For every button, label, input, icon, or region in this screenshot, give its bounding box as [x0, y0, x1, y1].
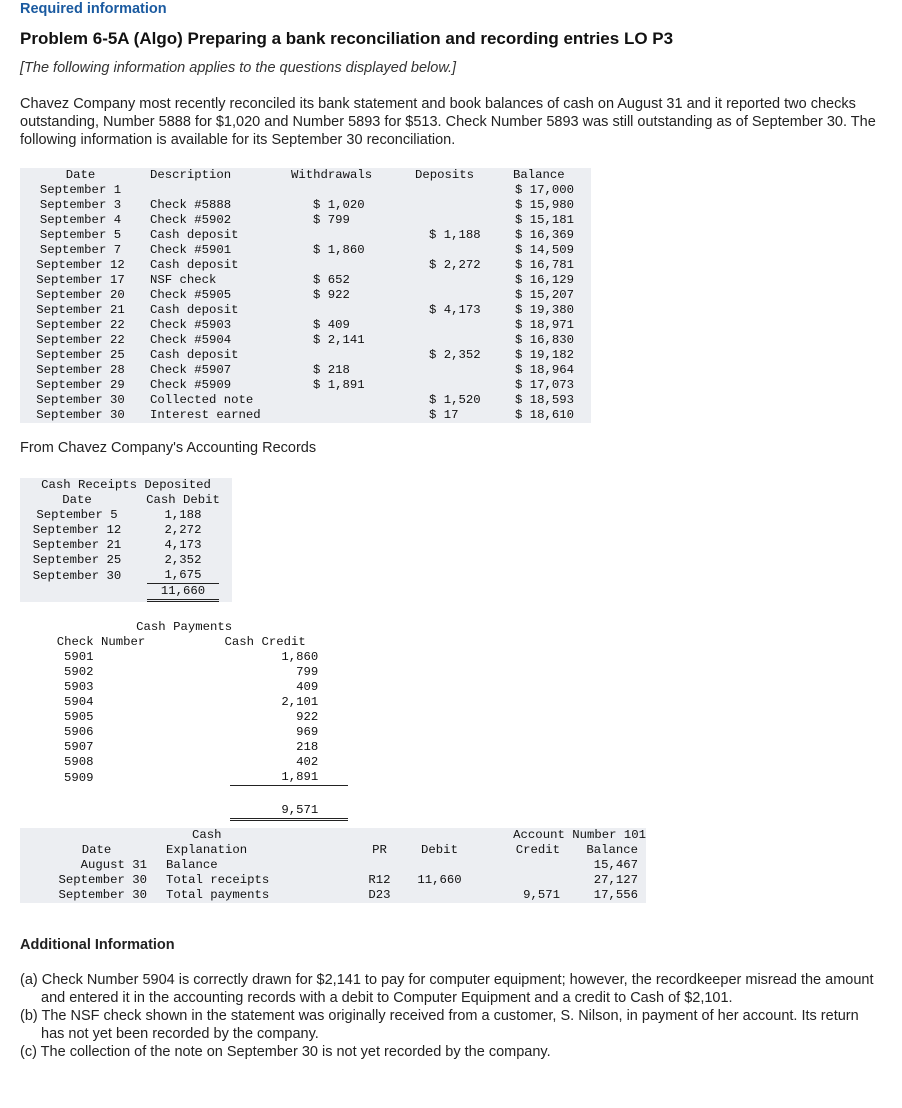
payment-amount: 218 [296, 740, 319, 754]
bank-withdrawal-cell: $ 1,860 [313, 243, 365, 257]
bank-statement-row [20, 393, 591, 408]
bank-withdrawal-cell: $ 409 [313, 318, 350, 332]
receipt-date-cell: September 21 [32, 538, 122, 552]
ledger-pr-cell: R12 [368, 873, 391, 887]
cash-payments-table [20, 620, 348, 836]
bank-date-cell: September 22 [36, 333, 125, 347]
bank-deposit-cell [411, 288, 505, 303]
bank-deposit-cell: $ 2,352 [429, 348, 481, 362]
bank-description-cell: Interest earned [150, 408, 261, 422]
cash-payment-row [20, 650, 348, 665]
bank-withdrawal-cell: $ 922 [313, 288, 350, 302]
ledger-debit-cell [407, 888, 472, 903]
payment-amount: 409 [296, 680, 319, 694]
bank-date-cell: September 4 [39, 213, 122, 227]
payment-amount-cell [182, 680, 348, 695]
bank-statement-row [20, 228, 591, 243]
cash-payment-row [20, 665, 348, 680]
ledger-balance-cell: 15,467 [593, 858, 638, 872]
ledger-col-pr: PR [372, 843, 387, 857]
bank-balance-cell: $ 15,207 [515, 288, 575, 302]
bank-deposit-cell: $ 1,188 [429, 228, 481, 242]
bank-statement-row [20, 333, 591, 348]
additional-info-item-b: (b) The NSF check shown in the statement was originally received from a customer, S. Nilson, in payment of her account. Its return has not yet been recorded by the company. [20, 1008, 859, 1042]
bank-withdrawal-cell: $ 652 [313, 273, 350, 287]
payment-amount: 922 [296, 710, 319, 724]
ledger-balance-cell: 27,127 [593, 873, 638, 887]
payment-amount-cell [182, 740, 348, 755]
bank-deposit-cell [411, 273, 505, 288]
bank-withdrawal-cell [287, 258, 411, 273]
bank-statement-header-row [20, 168, 591, 183]
additional-info-list [20, 971, 882, 1061]
cash-payment-row [20, 725, 348, 740]
cash-payment-row [20, 755, 348, 770]
bank-statement-row [20, 273, 591, 288]
ledger-credit-cell: 9,571 [523, 888, 560, 902]
bank-statement-row [20, 243, 591, 258]
bank-balance-cell: $ 15,181 [515, 213, 575, 227]
bank-withdrawal-cell [287, 228, 411, 243]
receipt-date-cell: September 25 [32, 553, 122, 567]
applies-note: [The following information applies to the questions displayed below.] [20, 60, 457, 76]
ledger-explanation-cell: Total payments [166, 888, 270, 902]
ledger-account-number: Account Number 101 [513, 828, 646, 842]
cash-payment-row [20, 695, 348, 710]
cash-receipts-header-row [20, 493, 232, 508]
cash-receipts-total-row [20, 584, 232, 602]
bank-col-description: Description [150, 168, 232, 182]
ledger-credit-cell [472, 858, 568, 873]
bank-col-date: Date [65, 168, 96, 182]
bank-description-cell: Check #5909 [150, 378, 232, 392]
ledger-account-title: Cash [192, 828, 222, 842]
payment-check-number-cell: 5907 [64, 740, 94, 754]
payment-amount-cell [182, 755, 348, 770]
bank-deposit-cell [411, 198, 505, 213]
bank-description-cell: Cash deposit [150, 228, 239, 242]
bank-col-withdrawals: Withdrawals [291, 168, 373, 182]
bank-date-cell: September 30 [36, 393, 125, 407]
payments-col-check-number: Check Number [56, 635, 146, 649]
bank-balance-cell: $ 18,964 [515, 363, 575, 377]
bank-statement-row [20, 198, 591, 213]
ledger-explanation-cell: Balance [166, 858, 218, 872]
bank-withdrawal-cell [287, 183, 411, 198]
bank-withdrawal-cell: $ 799 [313, 213, 350, 227]
receipt-amount-cell [134, 553, 232, 568]
bank-withdrawal-cell: $ 1,020 [313, 198, 365, 212]
bank-deposit-cell [411, 243, 505, 258]
bank-statement-row [20, 348, 591, 363]
bank-date-cell: September 7 [39, 243, 122, 257]
bank-withdrawal-cell [287, 393, 411, 408]
intro-paragraph: Chavez Company most recently reconciled its bank statement and book balances of cash on August 31 and it reported two checks outstanding, Number 5888 for $1,020 and Number 5893 for $513. Check Number 5893 was still outstanding as of September 30. The following information is available for its September 30 reconciliation. [20, 96, 876, 148]
bank-withdrawal-cell: $ 1,891 [313, 378, 365, 392]
bank-deposit-cell [411, 363, 505, 378]
bank-date-cell: September 28 [36, 363, 125, 377]
ledger-title-row [20, 828, 646, 843]
receipt-amount-cell [134, 508, 232, 523]
bank-statement-row [20, 303, 591, 318]
ledger-col-explanation: Explanation [166, 843, 248, 857]
ledger-col-balance: Balance [586, 843, 638, 857]
cash-receipts-table [20, 478, 232, 602]
payment-amount: 799 [296, 665, 319, 679]
ledger-pr-cell: D23 [368, 888, 391, 902]
bank-balance-cell: $ 18,971 [515, 318, 575, 332]
ledger-credit-cell [472, 873, 568, 888]
bank-statement-row [20, 183, 591, 198]
bank-balance-cell: $ 19,380 [515, 303, 575, 317]
receipts-col-date: Date [62, 493, 92, 507]
receipt-amount-cell [134, 568, 232, 584]
bank-date-cell: September 22 [36, 318, 125, 332]
ledger-balance-cell: 17,556 [593, 888, 638, 902]
ledger-debit-cell: 11,660 [417, 873, 462, 887]
bank-description-cell: Cash deposit [150, 303, 239, 317]
payment-check-number-cell: 5908 [64, 755, 94, 769]
bank-date-cell: September 25 [36, 348, 125, 362]
payment-amount-cell [182, 770, 348, 786]
ledger-explanation-cell: Total receipts [166, 873, 270, 887]
required-information-label: Required information [20, 1, 167, 17]
bank-deposit-cell [411, 333, 505, 348]
payment-amount: 1,891 [230, 770, 348, 786]
ledger-row [20, 873, 646, 888]
problem-title: Problem 6-5A (Algo) Preparing a bank reconciliation and recording entries LO P3 [20, 29, 674, 48]
bank-description-cell [141, 183, 287, 198]
bank-col-deposits: Deposits [415, 168, 475, 182]
bank-description-cell: Check #5904 [150, 333, 232, 347]
ledger-date-cell: August 31 [80, 858, 147, 872]
bank-balance-cell: $ 16,830 [515, 333, 575, 347]
payment-amount-cell [182, 650, 348, 665]
bank-withdrawal-cell: $ 218 [313, 363, 350, 377]
cash-payment-row [20, 710, 348, 725]
payment-amount-cell [182, 725, 348, 740]
ledger-date-cell: September 30 [58, 873, 147, 887]
bank-statement-row [20, 378, 591, 393]
payment-check-number-cell: 5905 [64, 710, 94, 724]
cash-payments-header-row [20, 635, 348, 650]
cash-payments-total: 9,571 [230, 801, 348, 821]
bank-description-cell: Check #5907 [150, 363, 232, 377]
bank-date-cell: September 21 [36, 303, 125, 317]
cash-ledger-table [20, 828, 646, 903]
payment-amount: 402 [296, 755, 319, 769]
bank-statement-row [20, 318, 591, 333]
ledger-col-date: Date [81, 843, 112, 857]
bank-statement-row [20, 213, 591, 228]
receipt-date-cell: September 12 [32, 523, 122, 537]
cash-payment-row [20, 740, 348, 755]
bank-date-cell: September 12 [36, 258, 125, 272]
cash-receipt-row [20, 523, 232, 538]
bank-date-cell: September 30 [36, 408, 125, 422]
ledger-row [20, 888, 646, 903]
bank-statement-row [20, 288, 591, 303]
bank-balance-cell: $ 18,593 [515, 393, 575, 407]
bank-deposit-cell [411, 318, 505, 333]
cash-receipts-caption: Cash Receipts Deposited [41, 478, 211, 492]
bank-description-cell: Cash deposit [150, 258, 239, 272]
bank-balance-cell: $ 16,781 [515, 258, 575, 272]
payment-amount-cell [182, 710, 348, 725]
bank-description-cell: Check #5905 [150, 288, 232, 302]
cash-receipt-row [20, 553, 232, 568]
receipt-date-cell: September 5 [36, 508, 118, 522]
bank-balance-cell: $ 17,073 [515, 378, 575, 392]
cash-receipt-row [20, 568, 232, 584]
bank-statement-row [20, 363, 591, 378]
cash-payments-caption: Cash Payments [136, 620, 233, 634]
bank-balance-cell: $ 19,182 [515, 348, 575, 362]
cash-receipts-total: 11,660 [147, 584, 219, 602]
bank-withdrawal-cell [287, 303, 411, 318]
payments-col-cash-credit: Cash Credit [224, 635, 306, 649]
additional-info-heading: Additional Information [20, 937, 175, 953]
receipt-date-cell: September 30 [32, 568, 122, 583]
receipt-amount: 1,675 [147, 568, 219, 584]
bank-deposit-cell: $ 17 [429, 408, 459, 422]
payment-check-number-cell: 5902 [64, 665, 94, 679]
bank-date-cell: September 3 [39, 198, 122, 212]
bank-statement-row [20, 408, 591, 423]
receipts-col-cash-debit: Cash Debit [146, 493, 220, 507]
payment-check-number-cell: 5909 [64, 770, 94, 785]
bank-description-cell: NSF check [150, 273, 217, 287]
ledger-col-debit: Debit [421, 843, 458, 857]
bank-balance-cell: $ 14,509 [515, 243, 575, 257]
bank-withdrawal-cell: $ 2,141 [313, 333, 365, 347]
bank-description-cell: Cash deposit [150, 348, 239, 362]
cash-payment-row [20, 680, 348, 695]
payment-amount: 1,860 [281, 650, 319, 664]
bank-deposit-cell [411, 183, 505, 198]
bank-withdrawal-cell [287, 408, 411, 423]
receipt-amount-cell [134, 538, 232, 553]
receipt-amount: 2,352 [164, 553, 202, 567]
bank-description-cell: Check #5902 [150, 213, 232, 227]
bank-date-cell: September 1 [39, 183, 122, 197]
bank-deposit-cell [411, 213, 505, 228]
bank-description-cell: Check #5901 [150, 243, 232, 257]
ledger-header-row [20, 843, 646, 858]
bank-statement-row [20, 258, 591, 273]
payment-amount: 2,101 [281, 695, 319, 709]
from-records-label: From Chavez Company's Accounting Records [20, 440, 317, 456]
receipt-amount: 4,173 [164, 538, 202, 552]
ledger-row [20, 858, 646, 873]
cash-receipt-row [20, 538, 232, 553]
payment-check-number-cell: 5903 [64, 680, 94, 694]
receipt-amount: 2,272 [164, 523, 202, 537]
bank-statement-table [20, 168, 591, 423]
additional-info-item-a: (a) Check Number 5904 is correctly drawn for $2,141 to pay for computer equipment; however, the recordkeeper misread the amount and entered it in the accounting records with a debit to Computer Equipment and a credit to Cash of $2,101. [20, 972, 874, 1006]
payment-amount-cell [182, 665, 348, 680]
additional-info-item-c: (c) The collection of the note on September 30 is not yet recorded by the company. [20, 1044, 551, 1060]
payment-check-number-cell: 5906 [64, 725, 94, 739]
bank-deposit-cell: $ 4,173 [429, 303, 481, 317]
bank-description-cell: Check #5888 [150, 198, 232, 212]
payment-amount: 969 [296, 725, 319, 739]
bank-balance-cell: $ 18,610 [515, 408, 575, 422]
bank-date-cell: September 20 [36, 288, 125, 302]
bank-date-cell: September 17 [36, 273, 125, 287]
payment-check-number-cell: 5904 [64, 695, 94, 709]
bank-description-cell: Check #5903 [150, 318, 232, 332]
bank-date-cell: September 29 [36, 378, 125, 392]
bank-deposit-cell: $ 2,272 [429, 258, 481, 272]
receipt-amount-cell [134, 523, 232, 538]
bank-deposit-cell [411, 378, 505, 393]
bank-balance-cell: $ 17,000 [515, 183, 575, 197]
bank-balance-cell: $ 16,369 [515, 228, 575, 242]
bank-balance-cell: $ 15,980 [515, 198, 575, 212]
bank-date-cell: September 5 [39, 228, 122, 242]
ledger-date-cell: September 30 [58, 888, 147, 902]
receipt-amount: 1,188 [164, 508, 202, 522]
cash-payment-row [20, 770, 348, 786]
bank-col-balance: Balance [513, 168, 565, 182]
ledger-debit-cell [407, 858, 472, 873]
payment-check-number-cell: 5901 [64, 650, 94, 664]
payment-amount-cell [182, 695, 348, 710]
ledger-pr-cell [352, 858, 407, 873]
bank-deposit-cell: $ 1,520 [429, 393, 481, 407]
bank-withdrawal-cell [287, 348, 411, 363]
ledger-col-credit: Credit [515, 843, 560, 857]
bank-balance-cell: $ 16,129 [515, 273, 575, 287]
cash-receipt-row [20, 508, 232, 523]
bank-description-cell: Collected note [150, 393, 254, 407]
